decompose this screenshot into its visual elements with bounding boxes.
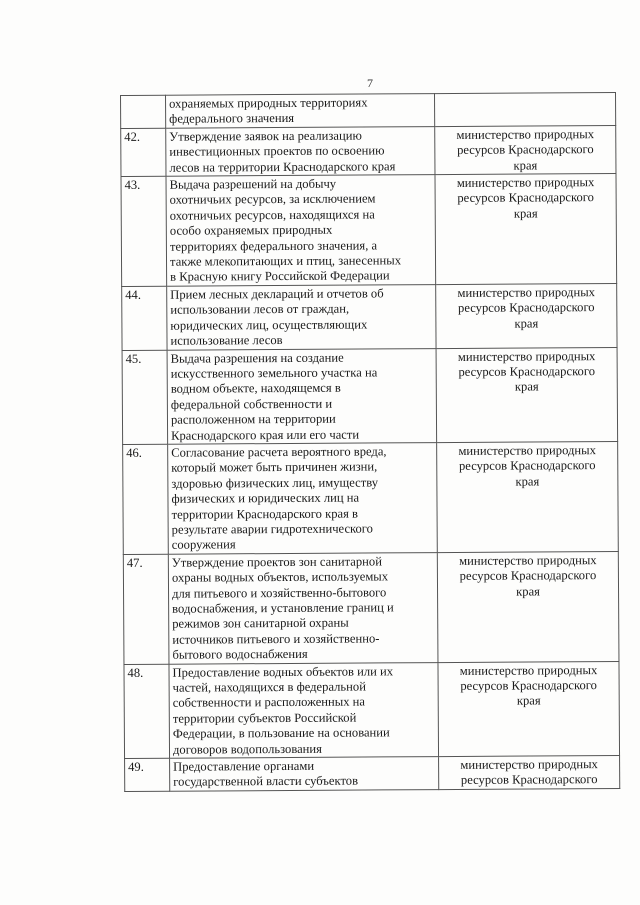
service-name-line: источников питьевого и хозяйственно- [172, 631, 380, 647]
responsible-body-line: края [514, 316, 539, 331]
service-name-line: договоров водопользования [172, 741, 322, 757]
responsible-body-cell [435, 125, 616, 174]
row-number: 46. [123, 444, 169, 554]
responsible-body-line: министерство природных [459, 662, 598, 678]
responsible-body-cell [437, 551, 619, 662]
row-number: 47. [123, 554, 169, 664]
service-name-cell [169, 662, 439, 758]
table-row [123, 441, 619, 554]
service-name-line: федеральной собственности и [170, 396, 333, 412]
services-table-body [121, 92, 620, 791]
responsible-body-line: края [514, 379, 539, 394]
service-name-line: юридических лиц, осуществляющих [170, 317, 368, 333]
responsible-body-line: ресурсов Краснодарского [460, 772, 598, 788]
responsible-body-line: края [513, 206, 538, 221]
table-row [122, 283, 617, 350]
responsible-body-line: края [515, 474, 540, 489]
responsible-body-line: министерство природных [457, 348, 596, 364]
table-row [121, 92, 616, 128]
row-number: 49. [125, 758, 170, 791]
service-name-line: территориях федерального значения, а [169, 238, 378, 254]
table-row [123, 551, 619, 664]
service-name-line: Предоставление органами [173, 758, 315, 774]
service-name-cell [166, 126, 435, 176]
service-name-line: водном объекте, находящемся в [170, 380, 341, 397]
responsible-body-line: края [516, 584, 540, 599]
service-name-line: бытового водоснабжения [172, 647, 308, 662]
responsible-body-cell [436, 283, 617, 348]
service-name-line: водоснабжения, и установление границ и [172, 600, 394, 616]
service-name-line: использовании лесов от граждан, [170, 301, 350, 317]
responsible-body-cell [439, 756, 620, 790]
responsible-body-line: министерство природных [456, 175, 595, 190]
responsible-body-cell [435, 174, 617, 285]
responsible-body-line: ресурсов Краснодарского [458, 364, 596, 379]
responsible-body-line: министерство природных [458, 443, 596, 458]
row-number: 45. [122, 350, 168, 445]
responsible-body-cell [436, 347, 618, 443]
service-name-line: Предоставление водных объектов или их [172, 663, 394, 680]
service-name-line: искусственного земельного участка на [170, 365, 378, 381]
service-name-line: в Красную книгу Российской Федерации [170, 268, 390, 285]
responsible-body-line: ресурсов Краснодарского [460, 678, 597, 693]
row-number [121, 95, 166, 128]
responsible-body-cell [437, 441, 619, 552]
service-name-line: территории Краснодарского края в [171, 506, 358, 522]
responsible-body-line: края [513, 158, 538, 173]
responsible-body-line: министерство природных [460, 757, 598, 772]
service-name-line: государственной власти субъектов [173, 774, 359, 790]
service-name-line: сооружения [171, 537, 236, 553]
service-name-line: Согласование расчета вероятного вреда, [171, 444, 387, 460]
service-name-line: Выдача разрешений на добычу [169, 176, 337, 192]
service-name-line: режимов зон санитарной охраны [172, 616, 349, 632]
service-name-line: Выдача разрешения на создание [170, 350, 344, 366]
service-name-line: расположенном на территории [170, 411, 336, 427]
service-name-line: использование лесов [170, 333, 283, 348]
responsible-body-line: министерство природных [459, 552, 597, 568]
table-row [121, 125, 616, 176]
responsible-body-line: министерство природных [457, 284, 595, 300]
service-name-line: лесов на территории Краснодарского края [169, 158, 396, 175]
service-name-cell [168, 552, 438, 663]
table-row [121, 174, 617, 287]
service-name-line: инвестиционных проектов по освоению [169, 143, 385, 159]
row-number: 42. [121, 128, 166, 176]
service-name-line: Утверждение проектов зон санитарной [171, 554, 382, 570]
responsible-body-line: ресурсов Краснодарского [457, 300, 595, 316]
service-name-line: Прием лесных деклараций и отчетов об [170, 286, 384, 302]
table-row [125, 756, 620, 792]
service-name-cell [166, 175, 436, 286]
service-name-cell [170, 757, 439, 791]
service-name-line: частей, находящихся в федеральной [172, 679, 366, 695]
row-number: 44. [122, 286, 167, 350]
service-name-line: Федерации, в пользование на основании [172, 725, 390, 741]
service-name-line: также млекопитающих и птиц, занесенных [169, 253, 402, 269]
service-name-line: который может быть причинен жизни, [171, 459, 378, 476]
responsible-body-line: ресурсов Краснодарского [457, 142, 594, 158]
responsible-body-cell [434, 92, 615, 126]
service-name-cell [166, 94, 435, 128]
service-name-cell [168, 443, 438, 554]
service-name-line: территории субъектов Российской [172, 710, 357, 726]
responsible-body-line: ресурсов Краснодарского [458, 458, 596, 474]
service-name-line: охотничьих ресурсов, находящихся на [169, 207, 375, 223]
service-name-line: Краснодарского края или его части [171, 427, 360, 443]
responsible-body-line: ресурсов Краснодарского [459, 568, 597, 584]
service-name-line: охотничьих ресурсов, за исключением [169, 191, 376, 208]
service-name-line: результате аварии гидротехнического [171, 521, 373, 537]
service-name-cell [167, 348, 437, 444]
service-name-line: особо охраняемых природных [169, 222, 333, 238]
table-row [122, 347, 618, 444]
service-name-line: охраны водных объектов, используемых [171, 569, 389, 585]
service-name-line: Утверждение заявок на реализацию [169, 128, 362, 144]
service-name-line: физических и юридических лиц на [171, 490, 360, 506]
responsible-body-line: министерство природных [456, 126, 595, 142]
service-name-line: здоровью физических лиц, имуществу [171, 475, 379, 491]
service-name-line: собственности и расположенных на [172, 694, 366, 711]
service-name-line: охраняемых природных территориях [169, 95, 368, 111]
service-name-line: для питьевого и хозяйственно-бытового [172, 584, 387, 601]
responsible-body-line: ресурсов Краснодарского [457, 190, 594, 206]
row-number: 48. [124, 664, 170, 759]
responsible-body-cell [438, 661, 620, 757]
responsible-body-line: края [516, 693, 541, 709]
table-row [124, 661, 620, 758]
service-name-line: федерального значения [169, 111, 295, 127]
service-name-cell [167, 284, 436, 349]
row-number: 43. [121, 176, 167, 286]
services-table [120, 92, 620, 792]
page-number: 7 [367, 76, 373, 90]
